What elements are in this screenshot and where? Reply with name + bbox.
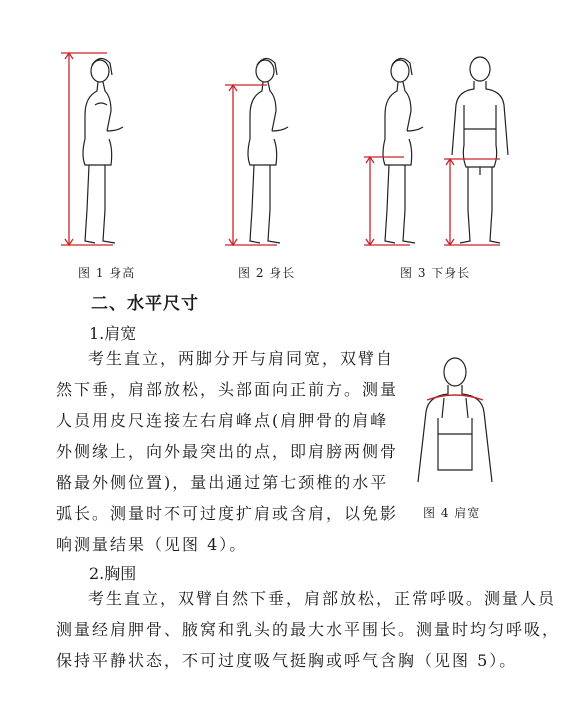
figure-4-shoulder-width (410, 350, 500, 490)
figure-2-caption: 图 2 身长 (238, 266, 296, 280)
text-line: 测量经肩胛骨、腋窝和乳头的最大水平围长。测量时均匀呼吸， (56, 620, 561, 639)
figure-2-body-length (215, 45, 325, 255)
text-line: 弧长。测量时不可过度扩肩或含肩，以免影 (56, 504, 399, 523)
text-line: 外侧缘上，向外最突出的点，即肩膀两侧骨 (56, 442, 399, 461)
text-line: 然下垂，肩部放松，头部面向正前方。测量 (56, 380, 399, 399)
figure-3-lower-body-length (360, 45, 540, 255)
figure-4-caption: 图 4 肩宽 (423, 506, 481, 520)
figure-3-illustration (360, 45, 540, 255)
text-line: 保持平静状态，不可过度吸气挺胸或呼气含胸（见图 5）。 (56, 651, 518, 670)
figure-1-caption: 图 1 身高 (78, 266, 136, 280)
paragraph-shoulder-width (56, 343, 398, 560)
text-line: 考生直立，两脚分开与肩同宽，双臂自 (88, 349, 395, 368)
text-line: 骼最外侧位置)，量出通过第七颈椎的水平 (56, 473, 389, 492)
text-line: 响测量结果（见图 4）。 (56, 535, 248, 554)
text-line: 人员用皮尺连接左右肩峰点(肩胛骨的肩峰 (56, 411, 389, 430)
item-title-shoulder-width: 1.肩宽 (89, 324, 137, 343)
text-line: 考生直立，双臂自然下垂，肩部放松，正常呼吸。测量人员 (88, 589, 557, 608)
figure-2-illustration (215, 45, 325, 255)
figure-4-illustration (410, 350, 500, 490)
section-heading: 二、水平尺寸 (91, 294, 199, 314)
figure-1-height (55, 45, 165, 255)
paragraph-chest-girth (56, 583, 560, 676)
item-title-chest-girth: 2.胸围 (89, 564, 137, 583)
figure-1-illustration (55, 45, 165, 255)
figure-3-caption: 图 3 下身长 (400, 266, 471, 280)
